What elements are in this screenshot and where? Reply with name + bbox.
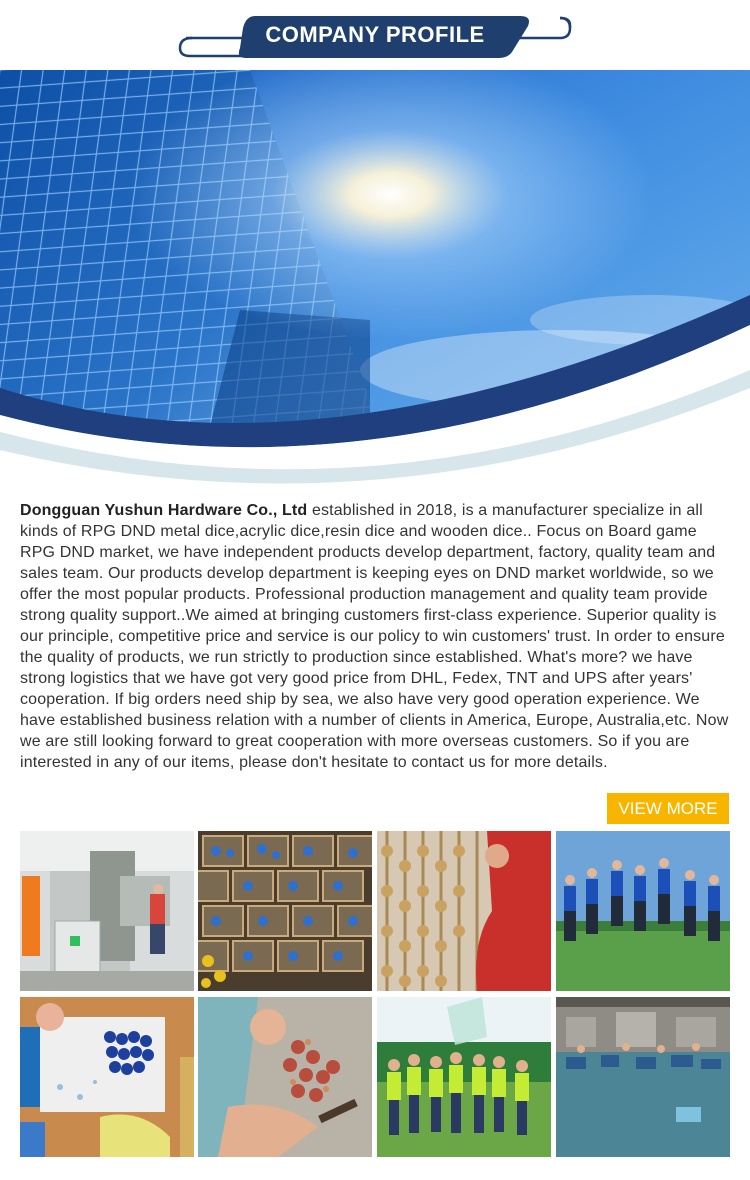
photo-gallery bbox=[20, 831, 730, 1161]
company-description: established in 2018, is a manufacturer specialize in all kinds of RPG DND metal dice,acrylic dice,resin dice and wooden dice.. Focus on Board game RPG DND market, we have independent products develop department, factory, quality team and sales team. Our products develop department is keeping eyes on DND market worldwide, so we offer the most popular products. Professional production management and quality team provide strong quality support..We aimed at bringing customers first-class experience. Superior quality is our principle, competitive price and service is our policy to win customers' trust. In order to ensure the quality of products, we run strictly to production since established. What's more? we have strong logistics that we have got very good price from DHL, Fedex, TNT and UPS after years' cooperation. If big orders need ship by sea, we also have very good operation experience. We have established business relation with a number of clients in America, Europe, Australia,etc. Now we are still looking forward to great cooperation with more overseas customers. So if you are interested in any of our items, please don't hesitate to contact us for more details. bbox=[20, 502, 729, 771]
view-more-button[interactable]: VIEW MORE bbox=[607, 793, 729, 824]
dice-polishing-photo-icon[interactable] bbox=[198, 997, 372, 1157]
company-name: Dongguan Yushun Hardware Co., Ltd bbox=[20, 502, 308, 519]
dice-tray-photo-icon[interactable] bbox=[198, 831, 372, 991]
page-title: COMPANY PROFILE bbox=[265, 22, 485, 47]
workshop-floor-photo-icon[interactable] bbox=[556, 997, 730, 1157]
team-outdoor-photo-icon[interactable] bbox=[377, 997, 551, 1157]
dice-rack-photo-icon[interactable] bbox=[377, 831, 551, 991]
company-profile-text bbox=[20, 500, 730, 773]
banner-image bbox=[0, 70, 750, 485]
dice-painting-photo-icon[interactable] bbox=[20, 997, 194, 1157]
factory-machine-photo-icon[interactable] bbox=[20, 831, 194, 991]
skyscraper-photo-icon bbox=[0, 70, 750, 485]
team-jumping-photo-icon[interactable] bbox=[556, 831, 730, 991]
section-header bbox=[0, 0, 750, 70]
